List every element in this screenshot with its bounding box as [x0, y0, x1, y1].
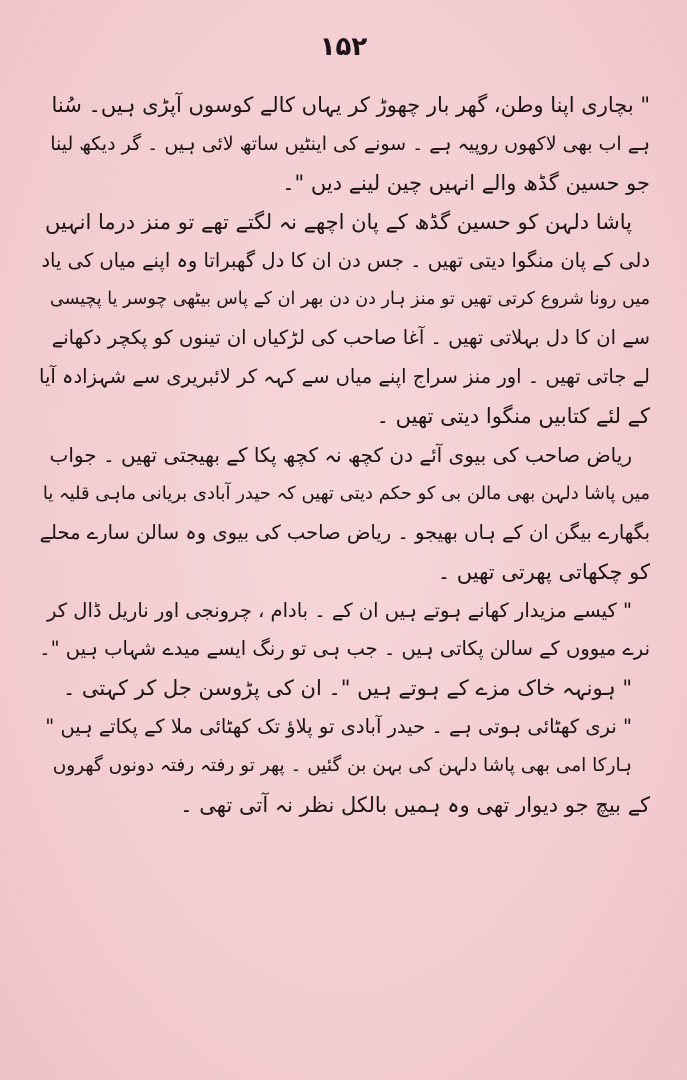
text-line: " ہونہہ خاک مزے کے ہوتے ہیں "۔ ان کی پڑوسن جل کر کہتی ۔ [62, 676, 632, 701]
text-line: " نری کھٹائی ہوتی ہے ۔ حیدر آبادی تو پلاؤ تک کھٹائی ملا کے پکاتے ہیں " [45, 715, 632, 739]
text-line: بگھارے بیگن ان کے ہاں بھیجو ۔ ریاض صاحب کی بیوی وہ سالن سارے محلے [39, 520, 650, 544]
text-line: نرے میووں کے سالن پکاتی ہیں ۔ جب ہی تو رنگ ایسے میدے شہاب ہیں "۔ [39, 637, 650, 661]
text-line: ہے اب بھی لاکھوں روپیہ ہے ۔ سونے کی اینٹیں ساتھ لائی ہیں ۔ گر دیکھ لینا [50, 132, 650, 155]
text-line: میں پاشا دلہن بھی مالن بی کو حکم دیتی تھیں کہ حیدر آبادی بریانی ماہی قلیہ یا [42, 482, 650, 504]
text-line: میں رونا شروع کرتی تھیں تو منز ہار دن دن بھر ان کے پاس بیٹھی چوسر یا پچیسی [50, 289, 650, 310]
text-line: پاشا دلہن کو حسین گڈھ کے پان اچھے نہ لگتے تھے تو منز درما انہیں [45, 209, 632, 234]
text-line: ہارکا امی بھی پاشا دلہن کی بہن بن گئیں ۔ پھر تو رفتہ رفتہ دونوں گھروں [52, 755, 632, 777]
text-line: کے بیچ جو دیوار تھی وہ ہمیں بالکل نظر نہ آتی تھی ۔ [180, 793, 650, 818]
body-text [38, 86, 650, 825]
text-line: " کیسے مزیدار کھانے ہوتے ہیں ان کے ۔ بادام ، چرونجی اور ناریل ڈال کر [47, 598, 632, 622]
text-line: جو حسین گڈھ والے انہیں چین لینے دیں "۔ [282, 170, 650, 195]
text-line: کے لئے کتابیں منگوا دیتی تھیں ۔ [376, 404, 650, 429]
text-line: دلی کے پان منگوا دیتی تھیں ۔ جس دن ان کا دل گھبراتا وہ اپنے میاں کی یاد [41, 248, 650, 272]
text-line: کو چکھاتی پھرتی تھیں ۔ [437, 559, 650, 584]
text-line: سے ان کا دل بہلاتی تھیں ۔ آغا صاحب کی لڑکیاں ان تینوں کو پکچر دکھانے [51, 326, 650, 350]
text-line: ریاض صاحب کی بیوی آئے دن کچھ نہ کچھ پکا کے بھیجتی تھیں ۔ جواب [49, 443, 632, 468]
text-line: " بچاری اپنا وطن، گھر بار چھوڑ کر یہاں کالے کوسوں آپڑی ہیں۔ سُنا [51, 93, 650, 117]
text-line: لے جاتی تھیں ۔ اور منز سراج اپنے میاں سے کہہ کر لائبریری سے شہزادہ آیا [39, 365, 650, 389]
page-number: ۱۵۲ [319, 32, 368, 62]
